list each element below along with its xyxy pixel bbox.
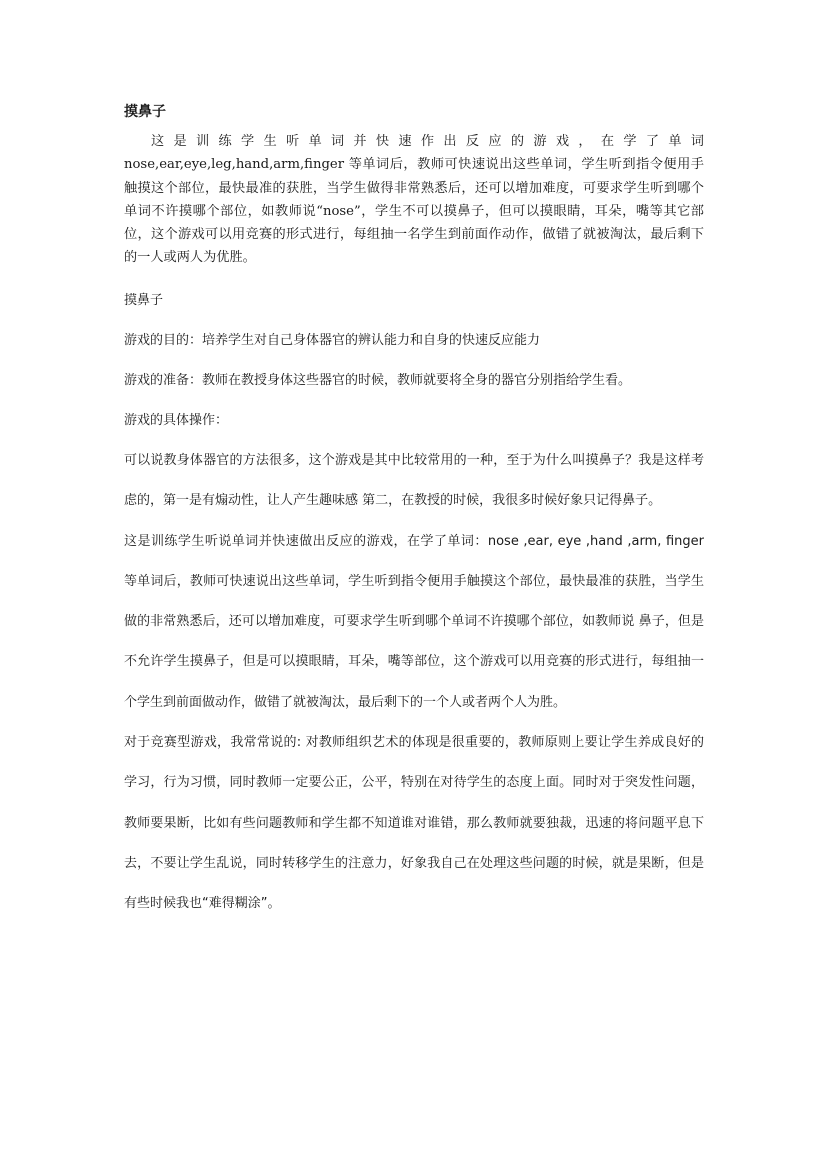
body-paragraph-3: 对于竞赛型游戏，我常常说的: 对教师组织艺术的体现是很重要的，教师原则上要让学生养成良好的学习，行为习惯，同时教师一定要公正，公平，特别在对待学生的态度上面。同时对于突发性问题，教师要果断，比如有些问题教师和学生都不知道谁对谁错，那么教师就要独裁，迅速的将问题平息下去，不要让学生乱说，同时转移学生的注意力，好象我自己在处理这些问题的时候，就是果断，但是有些时候我也“难得糊涂”。 <box>124 735 704 912</box>
body-paragraph-1: 可以说教身体器官的方法很多，这个游戏是其中比较常用的一种，至于为什么叫摸鼻子？我是这样考虑的，第一是有煽动性，让人产生趣味感 第二，在教授的时候，我很多时候好象只记得鼻子。 <box>124 453 704 509</box>
section-title-2: 摸鼻子 <box>124 293 164 308</box>
section-title: 摸鼻子 <box>124 104 166 120</box>
game-purpose: 游戏的目的：培养学生对自己身体器官的辨认能力和自身的快速反应能力 <box>124 333 541 348</box>
intro-paragraph: 这是训练学生听单词并快速作出反应的游戏，在学了单词 nose,ear,eye,leg,hand,arm,finger 等单词后，教师可快速说出这些单词，学生听到指令便用手触摸这个部位，最快最准的获胜，当学生做得非常熟悉后，还可以增加难度，可要求学生听到哪个单词不许摸哪个部位，如教师说“nose”，学生不可以摸鼻子，但可以摸眼睛，耳朵，嘴等其它部位，这个游戏可以用竞赛的形式进行，每组抽一名学生到前面作动作，做错了就被淘汰，最后剩下的一人或两人为优胜。 <box>124 134 704 266</box>
game-preparation: 游戏的准备：教师在教授身体这些器官的时候，教师就要将全身的器官分别指给学生看。 <box>124 373 632 388</box>
section-serif <box>124 102 704 270</box>
body-paragraph-2: 这是训练学生听说单词并快速做出反应的游戏，在学了单词：nose ,ear, eye ,hand ,arm, finger 等单词后，教师可快速说出这些单词，学生听到指令便用手触摸这个部位，最快最准的获胜，当学生做的非常熟悉后，还可以增加难度，可要求学生听到哪个单词不许摸哪个部位，如教师说 鼻子，但是不允许学生摸鼻子，但是可以摸眼睛，耳朵，嘴等部位，这个游戏可以用竞赛的形式进行，每组抽一个学生到前面做动作，做错了就被淘汰，最后剩下的一个人或者两个人为胜。 <box>124 533 704 710</box>
section-sans <box>124 290 704 934</box>
game-operation-heading: 游戏的具体操作： <box>124 413 229 428</box>
